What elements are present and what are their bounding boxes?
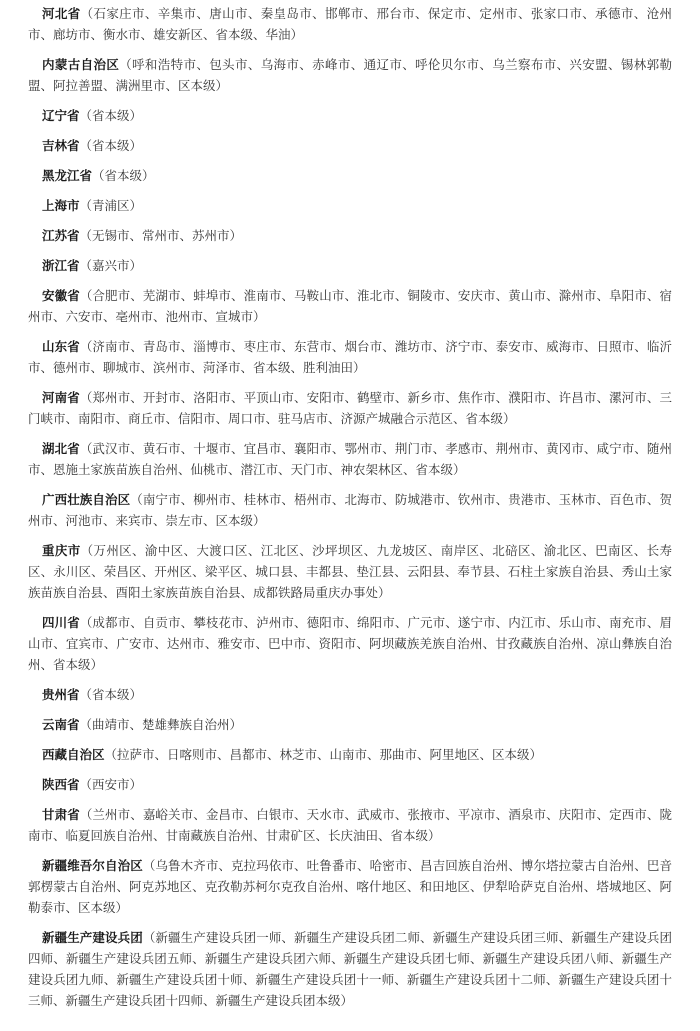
region-name: 湖北省 bbox=[42, 442, 80, 456]
region-detail: （省本级） bbox=[79, 139, 143, 153]
region-name: 新疆生产建设兵团 bbox=[42, 931, 143, 945]
list-item bbox=[28, 928, 672, 1012]
region-name: 吉林省 bbox=[42, 139, 80, 153]
region-name: 西藏自治区 bbox=[42, 748, 105, 762]
list-item bbox=[28, 106, 672, 127]
region-name: 山东省 bbox=[42, 340, 80, 354]
list-item bbox=[28, 715, 672, 736]
list-item bbox=[28, 856, 672, 919]
region-detail: （成都市、自贡市、攀枝花市、泸州市、德阳市、绵阳市、广元市、遂宁市、内江市、乐山市、南充市、眉山市、宜宾市、广安市、达州市、雅安市、巴中市、资阳市、阿坝藏族羌族自治州、甘孜藏族自治州、凉山彝族自治州、省本级） bbox=[28, 616, 672, 672]
region-detail: （省本级） bbox=[79, 688, 143, 702]
region-detail: （嘉兴市） bbox=[79, 259, 143, 273]
region-name: 贵州省 bbox=[42, 688, 80, 702]
list-item bbox=[28, 286, 672, 328]
region-detail: （兰州市、嘉峪关市、金昌市、白银市、天水市、武威市、张掖市、平凉市、酒泉市、庆阳市、定西市、陇南市、临夏回族自治州、甘南藏族自治州、甘肃矿区、长庆油田、省本级） bbox=[28, 808, 672, 843]
region-name: 云南省 bbox=[42, 718, 80, 732]
region-detail: （合肥市、芜湖市、蚌埠市、淮南市、马鞍山市、淮北市、铜陵市、安庆市、黄山市、滁州市、阜阳市、宿州市、六安市、亳州市、池州市、宣城市） bbox=[28, 289, 672, 324]
region-detail: （青浦区） bbox=[79, 199, 143, 213]
region-name: 四川省 bbox=[42, 616, 80, 630]
region-detail: （曲靖市、楚雄彝族自治州） bbox=[79, 718, 243, 732]
region-name: 河北省 bbox=[42, 7, 81, 21]
region-detail: （拉萨市、日喀则市、昌都市、林芝市、山南市、那曲市、阿里地区、区本级） bbox=[104, 748, 543, 762]
region-name: 陕西省 bbox=[42, 778, 80, 792]
region-detail: （郑州市、开封市、洛阳市、平顶山市、安阳市、鹤壁市、新乡市、焦作市、濮阳市、许昌市、漯河市、三门峡市、南阳市、商丘市、信阳市、周口市、驻马店市、济源产城融合示范区、省本级） bbox=[28, 391, 672, 426]
region-detail: （省本级） bbox=[92, 169, 155, 183]
list-item bbox=[28, 337, 672, 379]
region-detail: （省本级） bbox=[79, 109, 143, 123]
region-detail: （南宁市、柳州市、桂林市、梧州市、北海市、防城港市、钦州市、贵港市、玉林市、百色市、贺州市、河池市、来宾市、崇左市、区本级） bbox=[28, 493, 672, 528]
region-name: 重庆市 bbox=[42, 544, 81, 558]
region-name: 甘肃省 bbox=[42, 808, 80, 822]
region-name: 河南省 bbox=[42, 391, 80, 405]
list-item bbox=[28, 685, 672, 706]
list-item bbox=[28, 226, 672, 247]
region-detail: （西安市） bbox=[79, 778, 143, 792]
region-detail: （无锡市、常州市、苏州市） bbox=[79, 229, 243, 243]
region-detail: （乌鲁木齐市、克拉玛依市、吐鲁番市、哈密市、昌吉回族自治州、博尔塔拉蒙古自治州、巴音郭楞蒙古自治州、阿克苏地区、克孜勒苏柯尔克孜自治州、喀什地区、和田地区、伊犁哈萨克自治州、塔城地区、阿勒泰市、区本级） bbox=[28, 859, 672, 915]
region-name: 广西壮族自治区 bbox=[42, 493, 131, 507]
list-item bbox=[28, 805, 672, 847]
list-item bbox=[28, 256, 672, 277]
region-detail: （石家庄市、辛集市、唐山市、秦皇岛市、邯郸市、邢台市、保定市、定州市、张家口市、承德市、沧州市、廊坊市、衡水市、雄安新区、省本级、华油） bbox=[28, 7, 672, 42]
region-name: 安徽省 bbox=[42, 289, 80, 303]
list-item bbox=[28, 439, 672, 481]
list-item bbox=[28, 613, 672, 676]
region-name: 黑龙江省 bbox=[42, 169, 93, 183]
list-item bbox=[28, 388, 672, 430]
region-detail: （武汉市、黄石市、十堰市、宜昌市、襄阳市、鄂州市、荆门市、孝感市、荆州市、黄冈市、咸宁市、随州市、恩施土家族苗族自治州、仙桃市、潜江市、天门市、神农架林区、省本级） bbox=[28, 442, 672, 477]
list-item bbox=[28, 4, 672, 46]
list-item bbox=[28, 745, 672, 766]
region-name: 新疆维吾尔自治区 bbox=[42, 859, 143, 873]
region-detail: （新疆生产建设兵团一师、新疆生产建设兵团二师、新疆生产建设兵团三师、新疆生产建设兵团四师、新疆生产建设兵团五师、新疆生产建设兵团六师、新疆生产建设兵团七师、新疆生产建设兵团八师、新疆生产建设兵团九师、新疆生产建设兵团十师、新疆生产建设兵团十一师、新疆生产建设兵团十二师、新疆生产建设兵团十三师、新疆生产建设兵团十四师、新疆生产建设兵团本级） bbox=[28, 931, 672, 1008]
region-name: 内蒙古自治区 bbox=[42, 58, 120, 72]
region-detail: （呼和浩特市、包头市、乌海市、赤峰市、通辽市、呼伦贝尔市、乌兰察布市、兴安盟、锡林郭勒盟、阿拉善盟、满洲里市、区本级） bbox=[28, 58, 672, 93]
region-name: 江苏省 bbox=[42, 229, 80, 243]
region-detail: （济南市、青岛市、淄博市、枣庄市、东营市、烟台市、潍坊市、济宁市、泰安市、威海市、日照市、临沂市、德州市、聊城市、滨州市、菏泽市、省本级、胜利油田） bbox=[28, 340, 672, 375]
list-item bbox=[28, 55, 672, 97]
region-name: 浙江省 bbox=[42, 259, 80, 273]
region-name: 辽宁省 bbox=[42, 109, 80, 123]
list-item bbox=[28, 490, 672, 532]
list-item bbox=[28, 196, 672, 217]
region-detail: （万州区、渝中区、大渡口区、江北区、沙坪坝区、九龙坡区、南岸区、北碚区、渝北区、巴南区、长寿区、永川区、荣昌区、开州区、梁平区、城口县、丰都县、垫江县、云阳县、奉节县、石柱土家族自治县、秀山土家族苗族自治县、酉阳土家族苗族自治县、成都铁路局重庆办事处） bbox=[28, 544, 672, 600]
list-item bbox=[28, 166, 672, 187]
region-name: 上海市 bbox=[42, 199, 80, 213]
list-item bbox=[28, 775, 672, 796]
list-item bbox=[28, 541, 672, 604]
list-item bbox=[28, 136, 672, 157]
